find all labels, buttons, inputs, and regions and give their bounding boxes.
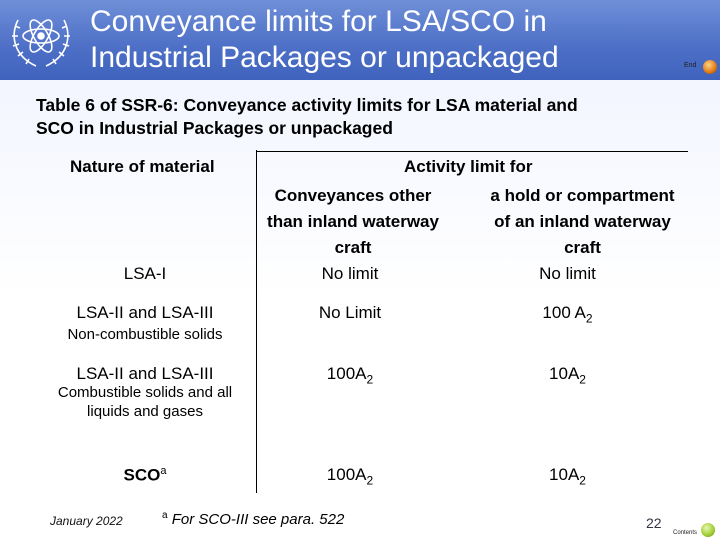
- end-button-icon[interactable]: [703, 60, 717, 74]
- row-lsa-i-conveyance: No limit: [321, 264, 379, 283]
- footer-date: January 2022: [50, 514, 123, 528]
- row-lsa-i-material: LSA-I: [123, 264, 167, 283]
- title-banner: [0, 0, 720, 80]
- row-lsa-i-hold: No limit: [539, 264, 596, 283]
- contents-button-icon[interactable]: [701, 523, 715, 537]
- row-lsa-ii-iii-ncs-note: Non-combustible solids: [67, 326, 223, 343]
- end-link[interactable]: End: [684, 62, 697, 69]
- row-sco-hold: $10A_2$: [549, 465, 586, 488]
- footnote: $^a$ For SCO-III see para. 522: [162, 510, 345, 528]
- row-lsa-ii-iii-ncs-material: LSA-II and LSA-III: [76, 303, 214, 322]
- page-title: Conveyance limits for LSA/SCO in Industrial Packages or unpackaged: [90, 5, 559, 74]
- row-lsa-ii-iii-cs-hold: $10A_2$: [549, 364, 586, 387]
- col-header-nature: Nature of material: [70, 157, 215, 176]
- row-lsa-ii-iii-cs-note: Combustible solids and all liquids and gases: [57, 384, 233, 420]
- col-header-activity-limit: Activity limit for: [404, 157, 533, 176]
- row-sco-material: SCO$^a$: [123, 465, 167, 485]
- row-lsa-ii-iii-cs-material: LSA-II and LSA-III: [76, 364, 214, 383]
- header-divider: [257, 151, 688, 152]
- page-number: 22: [646, 515, 662, 531]
- row-lsa-ii-iii-ncs-conveyance: No Limit: [318, 303, 382, 322]
- col-header-hold-compartment: a hold or compartment of an inland waterway craft: [490, 186, 675, 257]
- row-lsa-ii-iii-ncs-hold: 100 $A_2$: [542, 303, 593, 326]
- column-divider: [256, 150, 257, 493]
- row-lsa-ii-iii-cs-conveyance: $100A_2$: [326, 364, 374, 387]
- contents-link[interactable]: Contents: [673, 530, 698, 536]
- iaea-logo-icon: [6, 6, 76, 74]
- table-caption: Table 6 of SSR-6: Conveyance activity limits for LSA material and SCO in Industrial Packages or unpackaged: [36, 95, 578, 138]
- row-sco-conveyance: $100A_2$: [326, 465, 374, 488]
- col-header-conveyances: Conveyances other than inland waterway craft: [267, 186, 439, 257]
